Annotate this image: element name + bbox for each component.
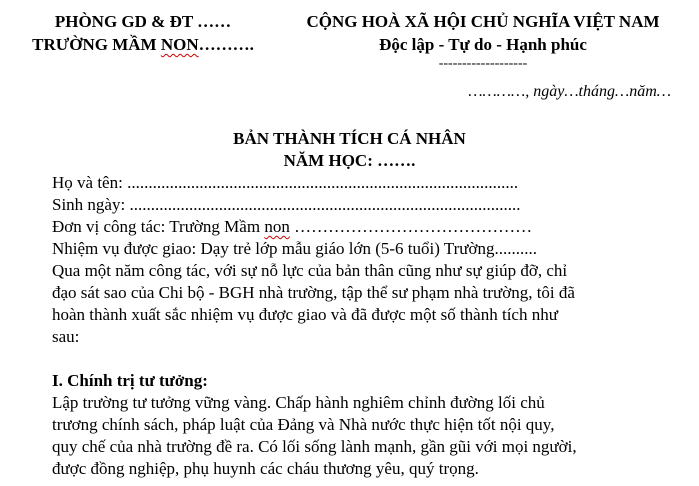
- section-politics-paragraph: [52, 392, 662, 480]
- spellcheck-mark: NON: [160, 35, 199, 54]
- paragraph-line: được đồng nghiệp, phụ huynh các cháu thương yêu, quý trọng.: [52, 459, 479, 478]
- spellcheck-mark: non: [264, 217, 290, 236]
- department-header: [18, 10, 268, 56]
- document-title: [0, 128, 699, 172]
- paragraph-line: Lập trường tư tưởng vững vàng. Chấp hành nghiêm chỉnh đường lối chủ: [52, 393, 545, 412]
- motto-divider: -------------------: [438, 56, 528, 71]
- document-body: [52, 172, 662, 480]
- paragraph-line: sau:: [52, 327, 80, 346]
- field-duty: Nhiệm vụ được giao: Dạy trẻ lớp mẫu giáo lớn (5-6 tuổi) Trường..........: [52, 239, 537, 258]
- school-name: TRƯỜNG MẦM NON……….: [32, 35, 254, 54]
- paragraph-line: Qua một năm công tác, với sự nỗ lực của bản thân cũng như sự giúp đỡ, chỉ: [52, 261, 568, 280]
- country-name: CỘNG HOÀ XÃ HỘI CHỦ NGHĨA VIỆT NAM: [306, 12, 660, 31]
- section-title-politics: I. Chính trị tư tưởng:: [52, 371, 208, 390]
- paragraph-line: hoàn thành xuất sắc nhiệm vụ được giao và đã được một số thành tích như: [52, 305, 558, 324]
- title-main: BẢN THÀNH TÍCH CÁ NHÂN: [233, 129, 466, 148]
- department-name: PHÒNG GD & ĐT ……: [54, 12, 232, 31]
- paragraph-line: trương chính sách, pháp luật của Đảng và Nhà nước thực hiện tốt nội quy,: [52, 415, 555, 434]
- field-birth: Sinh ngày: ............................................................................................: [52, 195, 521, 214]
- paragraph-line: quy chế của nhà trường đề ra. Có lối sống lành mạnh, gần gũi với mọi người,: [52, 437, 577, 456]
- motto: Độc lập - Tự do - Hạnh phúc: [379, 35, 587, 54]
- field-unit: Đơn vị công tác: Trường Mầm non ……………………………………: [52, 217, 533, 236]
- intro-paragraph: [52, 260, 662, 348]
- date-line: …………, ngày…tháng…năm…: [468, 83, 671, 100]
- paragraph-line: đạo sát sao của Chi bộ - BGH nhà trường, tập thể sư phạm nhà trường, tôi đã: [52, 283, 575, 302]
- national-motto-header: [268, 10, 698, 72]
- field-name: Họ và tên: ............................................................................................: [52, 173, 519, 192]
- title-school-year: NĂM HỌC: …….: [283, 151, 416, 170]
